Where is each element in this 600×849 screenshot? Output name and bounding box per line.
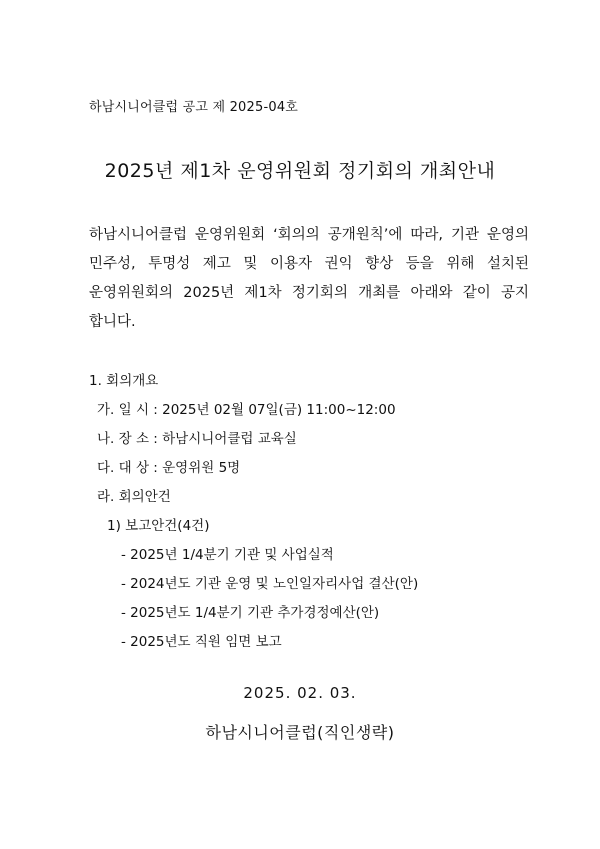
intro-line: 합니다. [89,314,136,330]
notice-number: 하남시니어클럽 공고 제 2025-04호 [89,100,299,115]
outline-item-attendees: 다. 대 상 : 운영위원 5명 [97,460,241,476]
intro-line: 민주성, 투명성 제고 및 이용자 권익 향상 등을 위해 설치된 [89,256,529,272]
agenda-item: - 2025년 1/4분기 기관 및 사업실적 [121,547,334,563]
agenda-subheading: 1) 보고안건(4건) [107,518,210,534]
agenda-item: - 2025년도 직원 임면 보고 [121,634,282,650]
intro-line: 운영위원회의 2025년 제1차 정기회의 개최를 아래와 같이 공지 [89,285,529,301]
issuer-name: 하남시니어클럽(직인생략) [205,723,395,742]
outline-item-datetime: 가. 일 시 : 2025년 02월 07일(금) 11:00~12:00 [97,402,396,418]
document-title: 2025년 제1차 운영위원회 정기회의 개최안내 [104,160,496,182]
outline-item-location: 나. 장 소 : 하남시니어클럽 교육실 [97,431,297,447]
outline-item-agenda: 라. 회의안건 [97,489,171,505]
section-heading: 1. 회의개요 [89,373,159,389]
agenda-item: - 2024년도 기관 운영 및 노인일자리사업 결산(안) [121,576,419,592]
intro-paragraph [89,221,529,337]
intro-line: 하남시니어클럽 운영위원회 ‘회의의 공개원칙’에 따라, 기관 운영의 [89,227,529,243]
notice-date: 2025. 02. 03. [243,684,357,702]
agenda-item: - 2025년도 1/4분기 기관 추가경정예산(안) [121,605,380,621]
meeting-outline [89,367,418,657]
